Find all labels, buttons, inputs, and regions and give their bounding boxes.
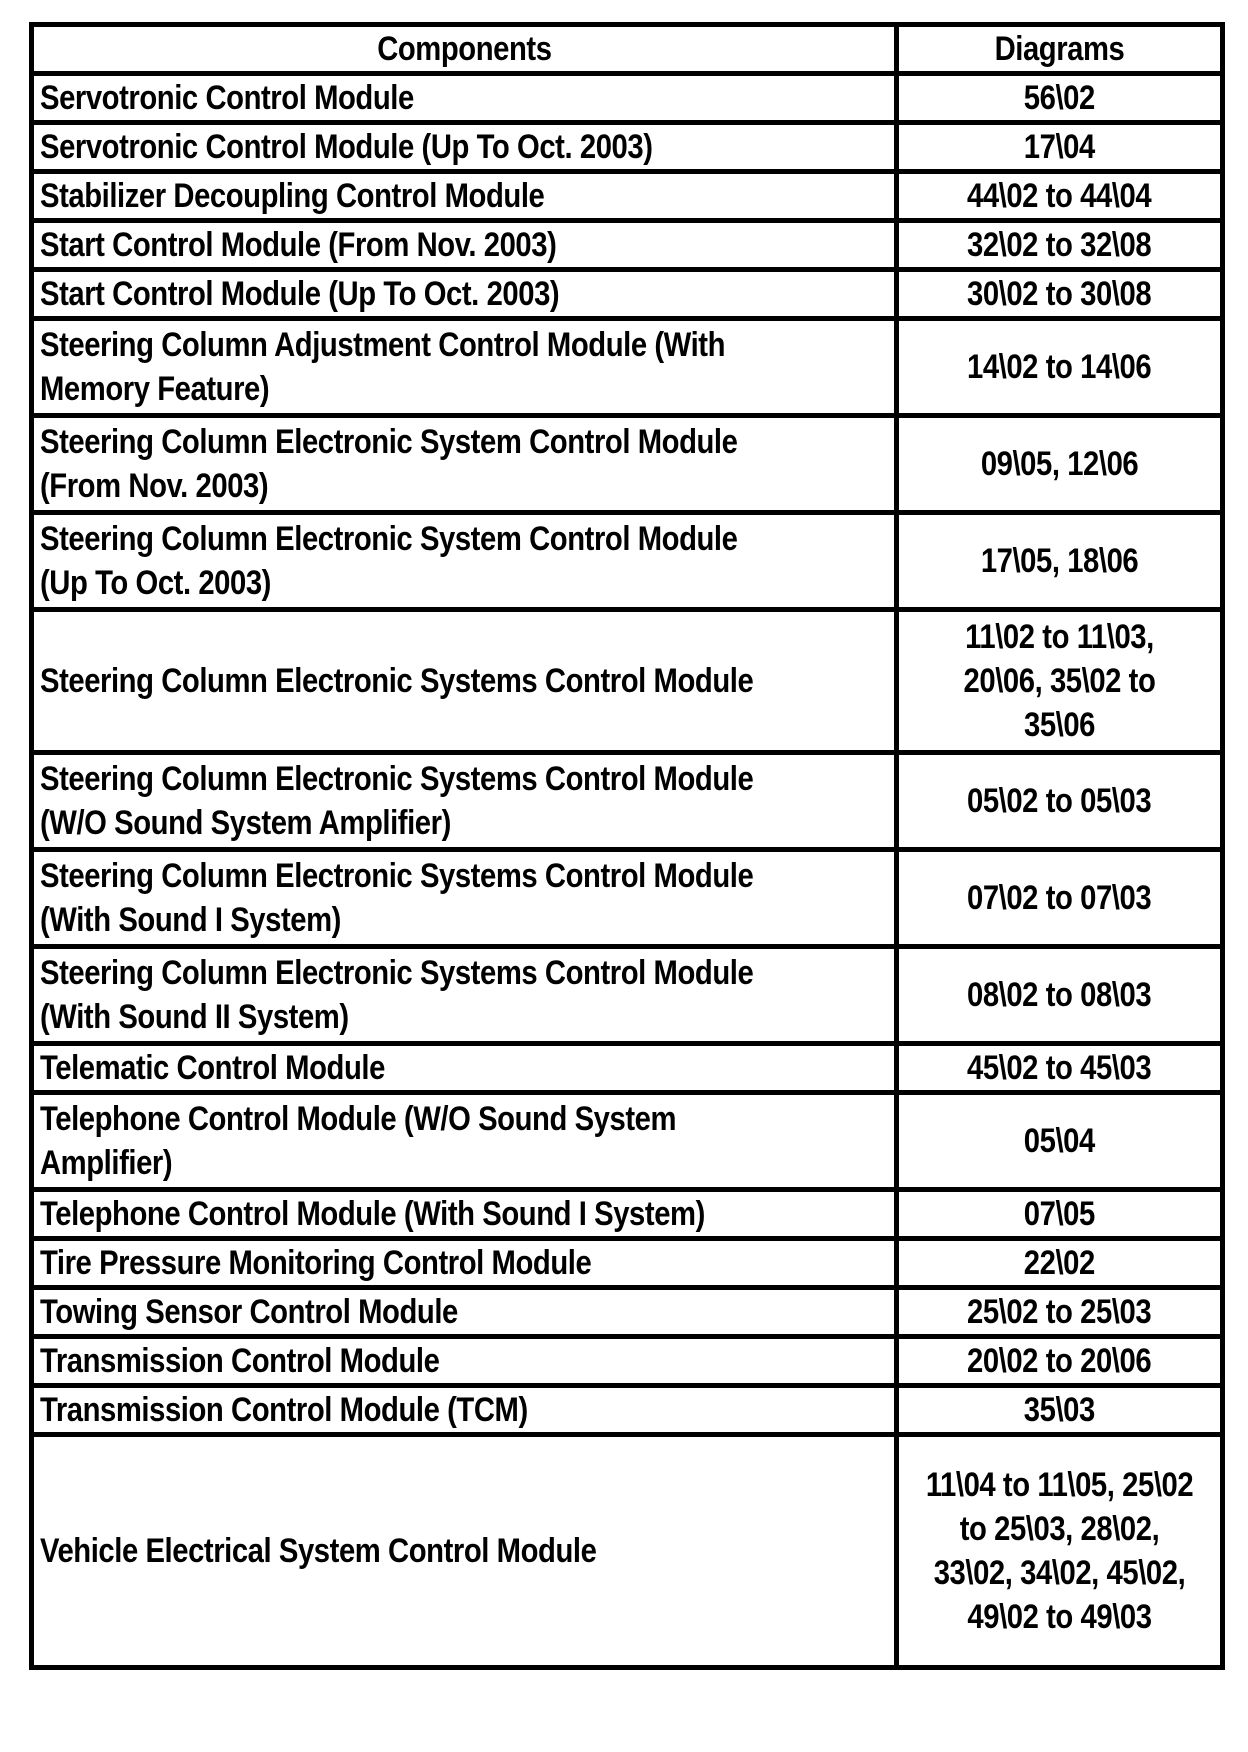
diagram-cell: 22\02 [897, 1239, 1223, 1288]
table-row [32, 850, 1223, 947]
diagram-cell: 11\02 to 11\03, 20\06, 35\02 to 35\06 [897, 610, 1223, 753]
table-row [32, 1044, 1223, 1093]
component-cell: Transmission Control Module [32, 1337, 897, 1386]
diagram-cell: 20\02 to 20\06 [897, 1337, 1223, 1386]
table-row [32, 753, 1223, 850]
table-row [32, 1435, 1223, 1668]
table-row [32, 1190, 1223, 1239]
diagram-cell: 45\02 to 45\03 [897, 1044, 1223, 1093]
diagram-cell: 09\05, 12\06 [897, 416, 1223, 513]
diagram-cell: 44\02 to 44\04 [897, 172, 1223, 221]
component-cell: Towing Sensor Control Module [32, 1288, 897, 1337]
table-row [32, 123, 1223, 172]
table-row [32, 1288, 1223, 1337]
table-row [32, 513, 1223, 610]
component-cell: Vehicle Electrical System Control Module [32, 1435, 897, 1668]
diagram-cell: 56\02 [897, 74, 1223, 123]
component-cell: Steering Column Electronic System Control Module (From Nov. 2003) [32, 416, 897, 513]
table-row [32, 416, 1223, 513]
component-cell: Servotronic Control Module (Up To Oct. 2003) [32, 123, 897, 172]
diagram-cell: 30\02 to 30\08 [897, 270, 1223, 319]
diagram-cell: 05\04 [897, 1093, 1223, 1190]
diagram-cell: 05\02 to 05\03 [897, 753, 1223, 850]
table-row [32, 947, 1223, 1044]
table-row [32, 221, 1223, 270]
diagram-cell: 14\02 to 14\06 [897, 319, 1223, 416]
diagram-cell: 35\03 [897, 1386, 1223, 1435]
component-cell: Telephone Control Module (With Sound I System) [32, 1190, 897, 1239]
diagram-cell: 17\04 [897, 123, 1223, 172]
table-row [32, 74, 1223, 123]
diagram-cell: 17\05, 18\06 [897, 513, 1223, 610]
component-cell: Steering Column Electronic Systems Control Module (With Sound I System) [32, 850, 897, 947]
diagram-cell: 32\02 to 32\08 [897, 221, 1223, 270]
table-row [32, 319, 1223, 416]
component-cell: Stabilizer Decoupling Control Module [32, 172, 897, 221]
table-row [32, 1093, 1223, 1190]
table-row [32, 1386, 1223, 1435]
component-cell: Telematic Control Module [32, 1044, 897, 1093]
diagram-cell: 25\02 to 25\03 [897, 1288, 1223, 1337]
table-row [32, 610, 1223, 753]
component-cell: Steering Column Electronic Systems Control Module [32, 610, 897, 753]
table-row [32, 172, 1223, 221]
component-cell: Servotronic Control Module [32, 74, 897, 123]
component-cell: Steering Column Electronic Systems Control Module (W/O Sound System Amplifier) [32, 753, 897, 850]
diagram-cell: 07\02 to 07\03 [897, 850, 1223, 947]
component-cell: Tire Pressure Monitoring Control Module [32, 1239, 897, 1288]
diagram-cell: 11\04 to 11\05, 25\02 to 25\03, 28\02, 33\02, 34\02, 45\02, 49\02 to 49\03 [897, 1435, 1223, 1668]
component-cell: Start Control Module (From Nov. 2003) [32, 221, 897, 270]
component-cell: Telephone Control Module (W/O Sound System Amplifier) [32, 1093, 897, 1190]
components-diagrams-table [29, 22, 1225, 1670]
diagram-cell: 08\02 to 08\03 [897, 947, 1223, 1044]
header-diagrams: Diagrams [897, 25, 1223, 74]
diagram-cell: 07\05 [897, 1190, 1223, 1239]
table-row [32, 270, 1223, 319]
table-header-row [32, 25, 1223, 74]
header-components: Components [32, 25, 897, 74]
component-cell: Start Control Module (Up To Oct. 2003) [32, 270, 897, 319]
table-row [32, 1337, 1223, 1386]
table-row [32, 1239, 1223, 1288]
component-cell: Steering Column Electronic System Control Module (Up To Oct. 2003) [32, 513, 897, 610]
component-cell: Transmission Control Module (TCM) [32, 1386, 897, 1435]
component-cell: Steering Column Electronic Systems Control Module (With Sound II System) [32, 947, 897, 1044]
component-cell: Steering Column Adjustment Control Module (With Memory Feature) [32, 319, 897, 416]
